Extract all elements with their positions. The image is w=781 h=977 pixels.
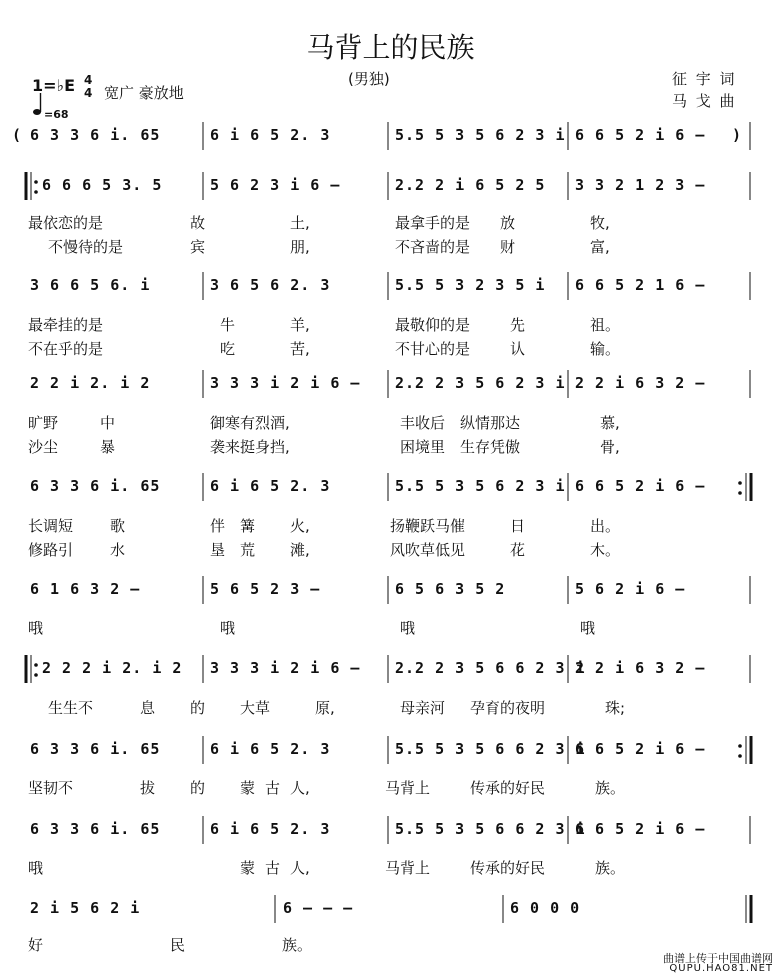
lyric-syllable: 传承的好民: [470, 779, 546, 797]
lyric-syllable: 生存凭傲: [460, 438, 521, 456]
measure: 3 6 6 5 6. i: [30, 276, 151, 294]
lyric-syllable: 哦: [580, 619, 596, 637]
measure: 6 1 6 3 2 –: [30, 580, 141, 598]
lyric-syllable: 土,: [290, 214, 310, 232]
lyric-syllable: 牧,: [590, 214, 610, 232]
lyric-syllable: 荒: [240, 541, 256, 559]
lyric-syllable: 古: [265, 859, 281, 877]
lyric-syllable: 孕育的夜明: [470, 699, 546, 717]
measure: 3 3 3 i 2 i 6 –: [210, 374, 361, 392]
metronome-mark: =68: [44, 108, 69, 121]
composer-credit: 马 戈 曲: [672, 92, 737, 110]
repeat-dot: [738, 744, 742, 748]
lyric-syllable: 最敬仰的是: [395, 316, 471, 334]
lyric-syllable: 故: [190, 214, 206, 232]
lyric-syllable: 祖。: [590, 316, 621, 334]
lyric-syllable: 的: [190, 699, 206, 717]
lyric-syllable: 先: [510, 316, 526, 334]
measure: 6 i 6 5 2. 3: [210, 740, 331, 758]
lyric-line: [0, 412, 760, 432]
lyric-line: [0, 436, 760, 456]
lyric-syllable: 水: [110, 541, 126, 559]
measure: 2 2 i 2. i 2: [30, 374, 151, 392]
lyric-syllable: 哦: [400, 619, 416, 637]
lyric-syllable: 大草: [240, 699, 271, 717]
time-signature-bottom: 4: [84, 86, 93, 100]
intro-close-paren: ): [732, 126, 743, 144]
repeat-dot: [738, 481, 742, 485]
lyric-syllable: 中: [100, 414, 116, 432]
lyric-syllable: 息: [140, 699, 156, 717]
lyric-syllable: 花: [510, 541, 526, 559]
lyric-syllable: 人,: [290, 779, 310, 797]
lyric-syllable: 最拿手的是: [395, 214, 471, 232]
lyric-syllable: 吃: [220, 340, 236, 358]
time-signature-top: 4: [84, 73, 93, 87]
lyric-syllable: 袭来挺身挡,: [210, 438, 290, 456]
lyric-syllable: 火,: [290, 517, 310, 535]
lyricist-credit: 征 宇 词: [672, 70, 737, 88]
lyric-syllable: 不吝啬的是: [395, 238, 471, 256]
lyric-line: [0, 617, 760, 637]
lyric-syllable: 坚韧不: [28, 779, 74, 797]
measure: 6 i 6 5 2. 3: [210, 126, 331, 144]
lyric-syllable: 蒙: [240, 859, 256, 877]
lyric-syllable: 暴: [100, 438, 116, 456]
lyric-syllable: 蒙: [240, 779, 256, 797]
lyric-line: [0, 515, 760, 535]
measure: 6 i 6 5 2. 3: [210, 820, 331, 838]
notation-row: [20, 274, 760, 300]
repeat-dot: [34, 663, 38, 667]
measure: 5.5 5 3 5 6 2 3 i: [395, 477, 566, 495]
lyric-syllable: 马背上: [385, 779, 431, 797]
lyric-syllable: 最牵挂的是: [28, 316, 104, 334]
lyric-line: [0, 212, 760, 232]
notation-row: [20, 372, 760, 398]
lyric-syllable: 不甘心的是: [395, 340, 471, 358]
lyric-syllable: 最依恋的是: [28, 214, 104, 232]
repeat-dot: [34, 673, 38, 677]
measure: 5 6 5 2 3 –: [210, 580, 321, 598]
time-signature: [84, 74, 92, 100]
footer-source: 曲谱上传于中国曲谱网: [663, 952, 773, 965]
lyric-syllable: 哦: [28, 859, 44, 877]
notation-row: [20, 174, 760, 200]
measure: 6 3 3 6 i. 65: [30, 126, 161, 144]
measure: 5.5 5 3 5 6 2 3 i: [395, 126, 566, 144]
measure: 2.2 2 i 6 5 2 5: [395, 176, 546, 194]
lyric-syllable: 木。: [590, 541, 621, 559]
lyric-syllable: 拔: [140, 779, 156, 797]
measure: 2 2 2 i 2. i 2: [42, 659, 183, 677]
measure: 6 3 3 6 i. 65: [30, 820, 161, 838]
lyric-syllable: 丰收后: [400, 414, 446, 432]
lyric-syllable: 苦,: [290, 340, 310, 358]
measure: 6 6 5 2 1 6 –: [575, 276, 706, 294]
repeat-dot: [738, 491, 742, 495]
lyric-syllable: 族。: [282, 936, 313, 954]
measure: 6 6 5 2 i 6 –: [575, 126, 706, 144]
measure: 3 6 5 6 2. 3: [210, 276, 331, 294]
measure: 6 6 5 2 i 6 –: [575, 477, 706, 495]
lyric-syllable: 御寒有烈酒,: [210, 414, 290, 432]
notation-row: [20, 738, 760, 764]
lyric-syllable: 马背上: [385, 859, 431, 877]
lyric-syllable: 骨,: [600, 438, 620, 456]
lyric-syllable: 母亲河: [400, 699, 446, 717]
lyric-syllable: 扬鞭跃马催: [390, 517, 466, 535]
measure: 2 i 5 6 2 i: [30, 899, 141, 917]
key-signature: 1=♭E: [32, 76, 76, 95]
lyric-syllable: 生生不: [48, 699, 94, 717]
lyric-syllable: 不慢待的是: [48, 238, 124, 256]
quarter-note-icon: [33, 92, 43, 116]
measure: 2.2 2 3 5 6 2 3 i: [395, 374, 566, 392]
lyric-syllable: 慕,: [600, 414, 620, 432]
lyric-syllable: 牛: [220, 316, 236, 334]
lyric-syllable: 财: [500, 238, 516, 256]
lyric-syllable: 认: [510, 340, 526, 358]
repeat-dot: [738, 754, 742, 758]
lyric-syllable: 族。: [595, 779, 626, 797]
measure: 3 3 2 1 2 3 –: [575, 176, 706, 194]
footer-url: QUPU.HAO81.NET: [669, 963, 773, 974]
lyric-syllable: 伴: [210, 517, 226, 535]
tempo-text: 宽广 豪放地: [104, 84, 184, 102]
measure: 6 6 5 2 i 6 –: [575, 740, 706, 758]
measure: 2 2 i 6 3 2 –: [575, 659, 706, 677]
lyric-line: [0, 934, 760, 954]
lyric-syllable: 修路引: [28, 541, 74, 559]
lyric-syllable: 不在乎的是: [28, 340, 104, 358]
notation-row: [20, 475, 760, 501]
measure: 2 2 i 6 3 2 –: [575, 374, 706, 392]
lyric-line: [0, 857, 760, 877]
lyric-syllable: 纵情那达: [460, 414, 521, 432]
notation-row: [20, 657, 760, 683]
lyric-syllable: 传承的好民: [470, 859, 546, 877]
measure: 6 3 3 6 i. 65: [30, 740, 161, 758]
measure: 5 6 2 i 6 –: [575, 580, 686, 598]
lyric-syllable: 日: [510, 517, 526, 535]
measure: 6 – – –: [283, 899, 354, 917]
lyric-syllable: 风吹草低见: [390, 541, 466, 559]
measure: 6 i 6 5 2. 3: [210, 477, 331, 495]
notation-row: [20, 818, 760, 844]
lyric-syllable: 古: [265, 779, 281, 797]
lyric-syllable: 珠;: [605, 699, 626, 717]
lyric-syllable: 长调短: [28, 517, 74, 535]
lyric-line: [0, 777, 760, 797]
lyric-syllable: 宾: [190, 238, 206, 256]
lyric-syllable: 原,: [315, 699, 335, 717]
lyric-syllable: 哦: [220, 619, 236, 637]
repeat-dot: [34, 190, 38, 194]
lyric-syllable: 篝: [240, 517, 256, 535]
intro-open-paren: (: [12, 126, 23, 144]
lyric-syllable: 旷野: [28, 414, 59, 432]
measure: 3 3 3 i 2 i 6 –: [210, 659, 361, 677]
lyric-syllable: 族。: [595, 859, 626, 877]
lyric-line: [0, 314, 760, 334]
lyric-syllable: 垦: [210, 541, 226, 559]
measure: 6 5 6 3 5 2: [395, 580, 506, 598]
measure: 5.5 5 3 5 6 6 2 3 i: [395, 740, 586, 758]
lyric-syllable: 羊,: [290, 316, 310, 334]
measure: 6 3 3 6 i. 65: [30, 477, 161, 495]
lyric-syllable: 人,: [290, 859, 310, 877]
song-title: 马背上的民族: [306, 31, 475, 64]
measure: 6 6 5 2 i 6 –: [575, 820, 706, 838]
measure: 6 0 0 0: [510, 899, 581, 917]
lyric-line: [0, 236, 760, 256]
measure: 5.5 5 3 2 3 5 i: [395, 276, 546, 294]
notation-row: [12, 124, 760, 150]
lyric-syllable: 哦: [28, 619, 44, 637]
lyric-syllable: 民: [170, 936, 186, 954]
lyric-syllable: 好: [28, 936, 44, 954]
lyric-syllable: 沙尘: [28, 438, 59, 456]
lyric-syllable: 朋,: [290, 238, 310, 256]
notation-row: [20, 578, 760, 604]
lyric-line: [0, 539, 760, 559]
lyric-line: [0, 697, 760, 717]
lyric-syllable: 滩,: [290, 541, 310, 559]
lyric-syllable: 歌: [110, 517, 126, 535]
lyric-syllable: 输。: [590, 340, 621, 358]
measure: 6 6 6 5 3. 5: [42, 176, 163, 194]
lyric-syllable: 富,: [590, 238, 610, 256]
measure: 5.5 5 3 5 6 6 2 3 i: [395, 820, 586, 838]
measure: 5 6 2 3 i 6 –: [210, 176, 341, 194]
repeat-dot: [34, 180, 38, 184]
lyric-syllable: 放: [500, 214, 516, 232]
lyric-syllable: 出。: [590, 517, 621, 535]
measure: 2.2 2 3 5 6 6 2 3 i: [395, 659, 586, 677]
song-subtitle: (男独): [348, 70, 390, 88]
lyric-syllable: 困境里: [400, 438, 446, 456]
lyric-syllable: 的: [190, 779, 206, 797]
notation-row: [20, 897, 760, 923]
lyric-line: [0, 338, 760, 358]
